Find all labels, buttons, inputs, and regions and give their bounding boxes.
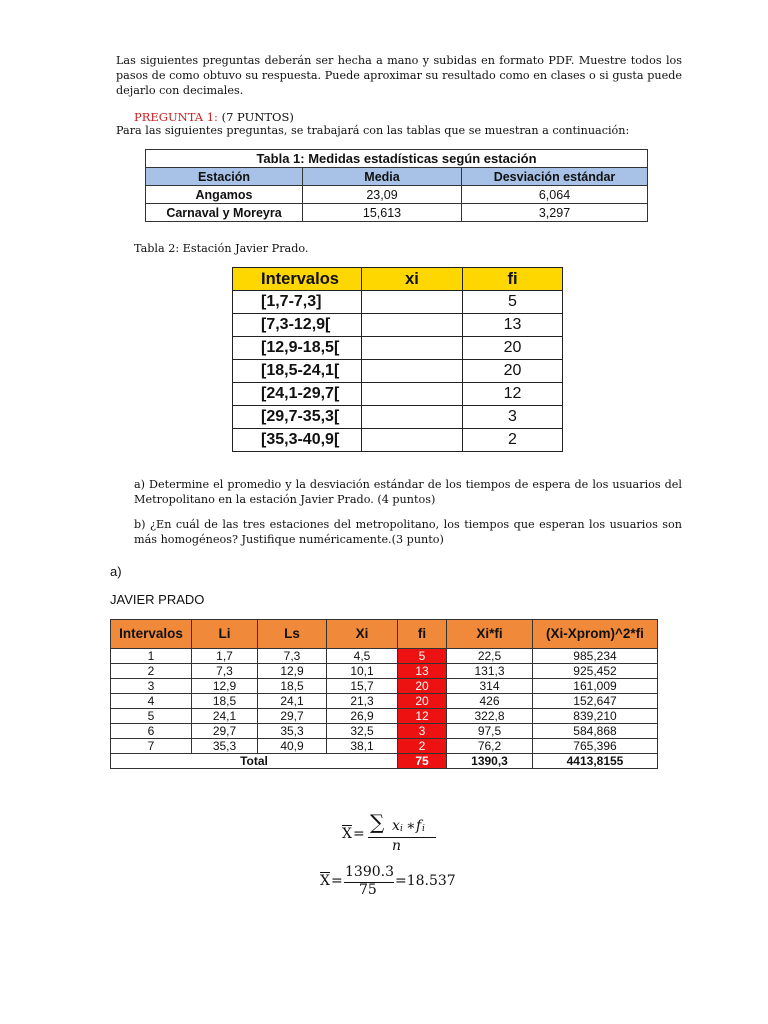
table-cell: 7,3: [192, 664, 258, 679]
table-row: [111, 649, 658, 664]
table-1-header-row: [146, 168, 648, 186]
question-a-text: a) Determine el promedio y la desviación estándar de los tiempos de espera de los usuarios del Metropolitano en la estación Javier Prado. (4 puntos): [134, 478, 682, 506]
table-cell: 22,5: [447, 649, 533, 664]
table-cell-fi: 20: [398, 679, 447, 694]
table-row: [111, 694, 658, 709]
table-row: [111, 679, 658, 694]
table-cell-fi: 12: [398, 709, 447, 724]
numerator-x: x: [392, 818, 400, 834]
table-cell: 985,234: [533, 649, 658, 664]
numerator-f: f: [416, 818, 422, 834]
table-cell: 20: [463, 360, 563, 383]
equals-sign: =: [353, 826, 365, 842]
table-cell: 5: [463, 291, 563, 314]
table-cell: 7: [111, 739, 192, 754]
table-cell: 24,1: [192, 709, 258, 724]
table-3-header-sq: (Xi-Xprom)^2*fi: [533, 620, 658, 649]
equals-sign: =: [331, 873, 343, 889]
table-cell: 7,3: [258, 649, 327, 664]
table-cell: 76,2: [447, 739, 533, 754]
table-cell: [1,7-7,3]: [233, 291, 362, 314]
table-cell: [12,9-18,5[: [233, 337, 362, 360]
table-cell: [29,7-35,3[: [233, 406, 362, 429]
table-cell: 15,7: [327, 679, 398, 694]
table-cell: 2: [111, 664, 192, 679]
table-cell-fi: 13: [398, 664, 447, 679]
table-cell: 2: [463, 429, 563, 452]
table-cell: 18,5: [258, 679, 327, 694]
question-1-points: (7 PUNTOS): [221, 110, 294, 124]
table-cell: 1: [111, 649, 192, 664]
table-row: [146, 186, 648, 204]
table-cell: 12,9: [192, 679, 258, 694]
table-cell: 152,647: [533, 694, 658, 709]
denominator-n: n: [392, 838, 402, 854]
table-row: [233, 291, 563, 314]
table-cell-fi: 20: [398, 694, 447, 709]
table-row: [233, 383, 563, 406]
table-cell: 21,3: [327, 694, 398, 709]
table-row: [111, 664, 658, 679]
multiply-sign: ∗: [406, 818, 416, 834]
table-cell-fi: 3: [398, 724, 447, 739]
table-3-header-xifi: Xi*fi: [447, 620, 533, 649]
table-cell: 38,1: [327, 739, 398, 754]
table-cell: 839,210: [533, 709, 658, 724]
table-cell: 40,9: [258, 739, 327, 754]
table-cell: 29,7: [258, 709, 327, 724]
table-cell: 20: [463, 337, 563, 360]
table-cell: 15,613: [303, 204, 462, 222]
table-3-total-row: [111, 754, 658, 769]
subscript-i: i: [400, 824, 403, 834]
mean-symbol: $\overline{X}$: [320, 873, 330, 889]
mean-result: =18.537: [395, 873, 456, 889]
question-b-text: b) ¿En cuál de las tres estaciones del metropolitano, los tiempos que esperan los usuarios son más homogéneos? Justifique numéricamente.(3 punto): [134, 518, 682, 546]
table-cell: 314: [447, 679, 533, 694]
table-1-header-mean: Media: [303, 168, 462, 186]
table-cell: [362, 383, 463, 406]
table-2-header-intervals: Intervalos: [233, 268, 362, 291]
table-cell: 32,5: [327, 724, 398, 739]
table-3-header-li: Li: [192, 620, 258, 649]
denominator-value: 75: [359, 882, 377, 898]
table-cell-fi: 5: [398, 649, 447, 664]
table-cell: [35,3-40,9[: [233, 429, 362, 452]
table-cell: 26,9: [327, 709, 398, 724]
table-row: [146, 204, 648, 222]
table-cell: Angamos: [146, 186, 303, 204]
table-cell: 765,396: [533, 739, 658, 754]
table-cell: [362, 337, 463, 360]
table-cell: 322,8: [447, 709, 533, 724]
table-cell: 6,064: [462, 186, 648, 204]
table-2-header-xi: xi: [362, 268, 463, 291]
table-row: [111, 739, 658, 754]
station-title: JAVIER PRADO: [110, 592, 205, 607]
table-cell: [362, 291, 463, 314]
table-3-header-row: [111, 620, 658, 649]
table-cell: 29,7: [192, 724, 258, 739]
table-row: [233, 360, 563, 383]
table-row: [111, 724, 658, 739]
table-cell: 97,5: [447, 724, 533, 739]
answer-a-label: a): [110, 564, 122, 579]
table-1-header-station: Estación: [146, 168, 303, 186]
table-cell: 584,868: [533, 724, 658, 739]
subscript-i: i: [422, 824, 425, 834]
sum-symbol: ∑: [370, 810, 385, 834]
table-3-header-ls: Ls: [258, 620, 327, 649]
table-cell: [362, 360, 463, 383]
total-fi: 75: [398, 754, 447, 769]
question-1-heading: [134, 110, 294, 124]
mean-formula: [340, 812, 440, 858]
mean-result-formula: [318, 864, 478, 900]
table-row: [233, 337, 563, 360]
table-cell: 3: [463, 406, 563, 429]
table-cell: 4,5: [327, 649, 398, 664]
table-cell: [7,3-12,9[: [233, 314, 362, 337]
question-1-label: PREGUNTA 1:: [134, 110, 218, 124]
table-3-calculations: [110, 619, 658, 769]
table-cell: 18,5: [192, 694, 258, 709]
table-cell: 131,3: [447, 664, 533, 679]
table-2-javier-prado: [232, 267, 563, 452]
numerator-value: 1390.3: [345, 864, 394, 880]
table-cell: 35,3: [192, 739, 258, 754]
table-cell: 35,3: [258, 724, 327, 739]
fraction-bar: [368, 837, 436, 838]
table-cell: 24,1: [258, 694, 327, 709]
table-cell: 3: [111, 679, 192, 694]
table-cell: 6: [111, 724, 192, 739]
table-cell: 12,9: [258, 664, 327, 679]
table-cell: 4: [111, 694, 192, 709]
table-cell: [362, 429, 463, 452]
table-cell: [24,1-29,7[: [233, 383, 362, 406]
mean-symbol: $\overline{X}$: [342, 826, 352, 842]
table-cell: 925,452: [533, 664, 658, 679]
table-cell: 426: [447, 694, 533, 709]
table-cell: [18,5-24,1[: [233, 360, 362, 383]
table-row: [233, 314, 563, 337]
table-cell: 1,7: [192, 649, 258, 664]
table-cell: [362, 406, 463, 429]
table-row: [111, 709, 658, 724]
instructions-paragraph: Las siguientes preguntas deberán ser hecha a mano y subidas en formato PDF. Muestre todos los pasos de como obtuvo su respuesta. Puede aproximar su resultado como en clases o si gusta puede dejarlo con decimales.: [116, 54, 682, 97]
table-cell: 161,009: [533, 679, 658, 694]
table-cell: 5: [111, 709, 192, 724]
question-1-intro: Para las siguientes preguntas, se trabajará con las tablas que se muestran a continuación:: [116, 124, 630, 137]
table-2-header-row: [233, 268, 563, 291]
table-row: [233, 429, 563, 452]
total-label: Total: [111, 754, 398, 769]
table-cell: 10,1: [327, 664, 398, 679]
table-1-title: Tabla 1: Medidas estadísticas según estación: [146, 150, 648, 168]
table-row: [233, 406, 563, 429]
table-cell: [362, 314, 463, 337]
table-3-header-xi: Xi: [327, 620, 398, 649]
table-cell: 23,09: [303, 186, 462, 204]
table-cell: Carnaval y Moreyra: [146, 204, 303, 222]
table-cell: 3,297: [462, 204, 648, 222]
table-cell: 12: [463, 383, 563, 406]
table-2-caption: Tabla 2: Estación Javier Prado.: [134, 242, 309, 255]
table-1-station-stats: [145, 149, 648, 222]
total-xifi: 1390,3: [447, 754, 533, 769]
table-cell-fi: 2: [398, 739, 447, 754]
table-3-header-fi: fi: [398, 620, 447, 649]
total-sq: 4413,8155: [533, 754, 658, 769]
table-2-header-fi: fi: [463, 268, 563, 291]
table-3-header-intervals: Intervalos: [111, 620, 192, 649]
table-1-header-stddev: Desviación estándar: [462, 168, 648, 186]
table-cell: 13: [463, 314, 563, 337]
